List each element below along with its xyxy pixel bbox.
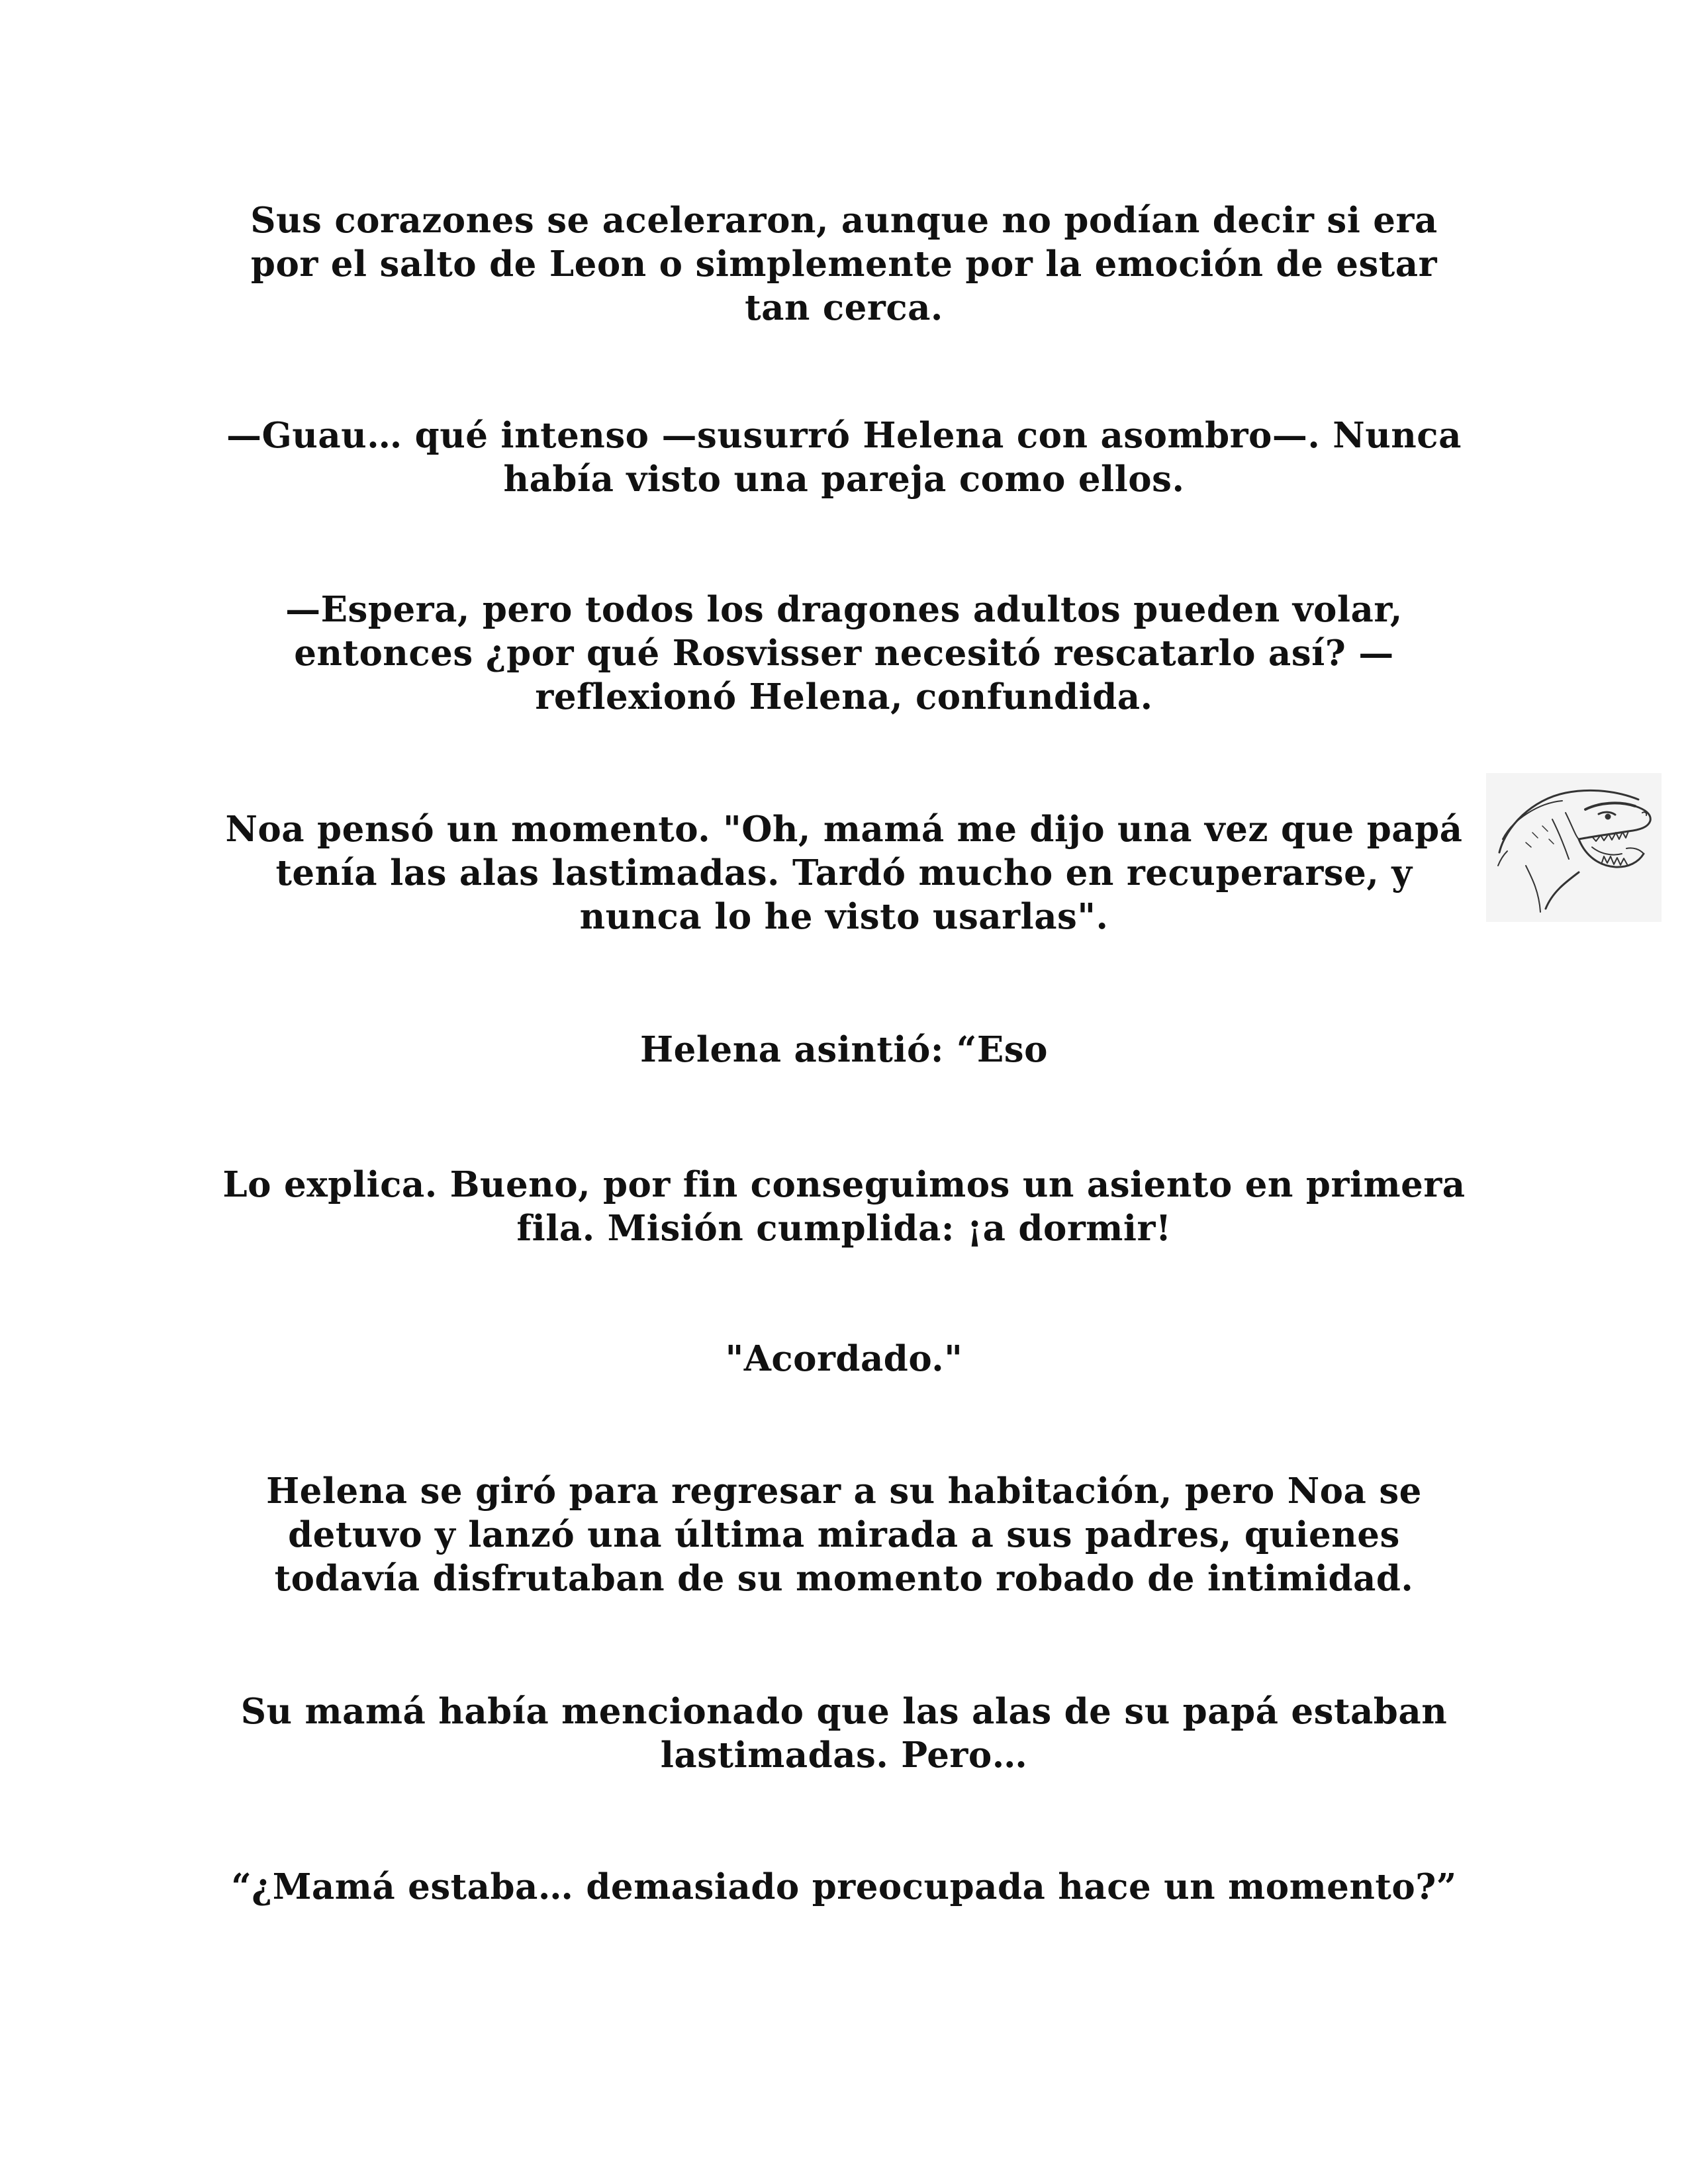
paragraph-3: —Espera, pero todos los dragones adultos pueden volar, entonces ¿por qué Rosvisser necesitó rescatarlo así? —reflexionó Helena, confundida. [285,589,1403,717]
paragraph-7: "Acordado." [725,1338,963,1379]
paragraph-2: —Guau… qué intenso —susurró Helena con asombro—. Nunca había visto una pareja como ellos. [226,415,1462,500]
paragraph-4: Noa pensó un momento. "Oh, mamá me dijo una vez que papá tenía las alas lastimadas. Tardó mucho en recuperarse, y nunca lo he visto usarlas". [225,809,1463,937]
paragraph-5: Helena asintió: “Eso [640,1029,1048,1070]
paragraph-9: Su mamá había mencionado que las alas de su papá estaban lastimadas. Pero… [240,1691,1448,1776]
paragraph-8: Helena se giró para regresar a su habitación, pero Noa se detuvo y lanzó una última mirada a sus padres, quienes todavía disfrutaban de su momento robado de intimidad. [266,1471,1422,1599]
paragraph-1: Sus corazones se aceleraron, aunque no podían decir si era por el salto de Leon o simplemente por la emoción de estar tan cerca. [250,200,1438,328]
dragon-head-sketch-icon [1486,773,1662,922]
paragraph-6: Lo explica. Bueno, por fin conseguimos un asiento en primera fila. Misión cumplida: ¡a dormir! [222,1164,1466,1249]
paragraph-10: “¿Mamá estaba… demasiado preocupada hace un momento?” [231,1866,1457,1907]
